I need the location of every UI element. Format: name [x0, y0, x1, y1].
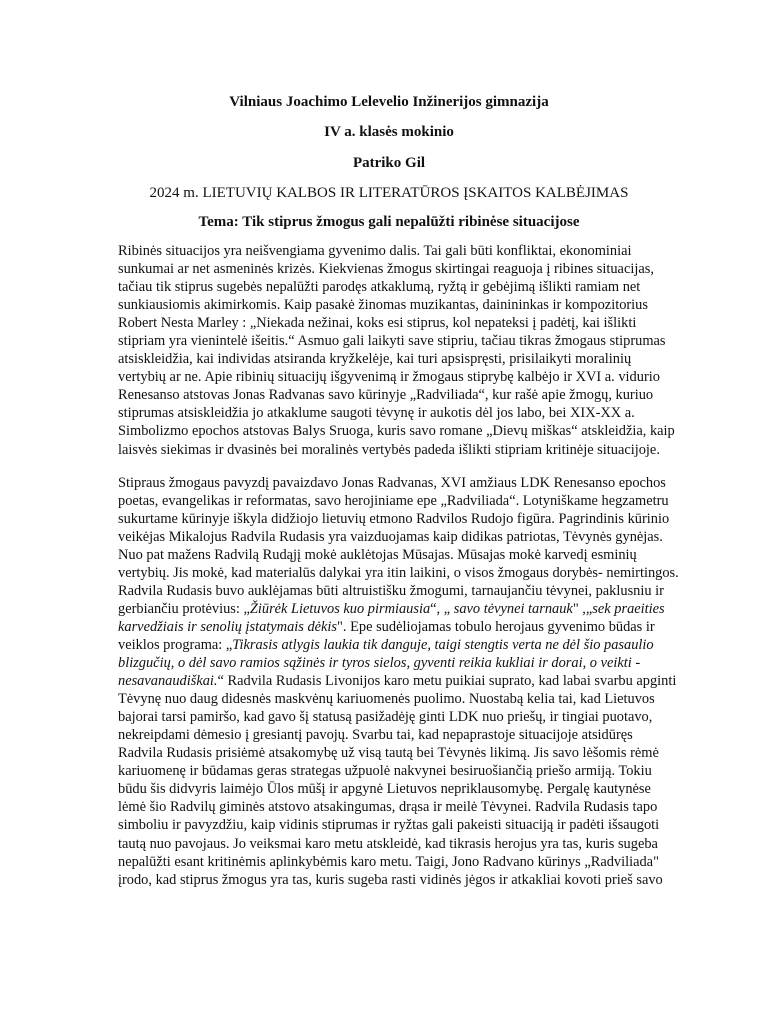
essay-topic: Tema: Tik stiprus žmogus gali nepalūžti ribinėse situacijose: [198, 214, 580, 230]
text-line: vertybių. Jis mokė, kad materialūs dalykai yra itin laikini, o visos žmogaus dorybės- nemirtingos.: [118, 564, 679, 581]
text-line: bajorai tarsi pamiršo, kad gavo šį statusą pasižadėję ginti LDK nuo priešų, ir tingiai puotavo,: [118, 709, 653, 726]
text-segment: “, „: [430, 600, 451, 617]
text-line: Radvila Rudasis prisiėmė atsakomybę už visą tautą bei Tėvynės likimą. Jis savo lėšomis rėmė: [118, 745, 659, 762]
quote-italic: Tikrasis atlygis laukia tik danguje, taigi stengtis verta ne dėl šio pasaulio: [232, 636, 654, 653]
text-segment: ". Epe sudėliojamas tobulo herojaus gyvenimo būdas ir: [337, 618, 655, 635]
text-line: [118, 618, 660, 636]
text-segment: “ Radvila Rudasis Livonijos karo metu puikiai suprato, kad labai svarbu apginti: [217, 673, 677, 690]
quote-italic: savo tėvynei tarnauk: [450, 600, 573, 617]
text-line: sunkumai ar net asmeninės krizės. Kiekvienas žmogus skirtingai reaguoja į ribines situacijas,: [118, 261, 654, 278]
text-line: tautą nuo pavojaus. Jo veiksmai karo metu atskleidė, kad tikrasis herojus yra tas, kuris sugeba: [118, 835, 658, 852]
text-line: Renesanso atstovas Jonas Radvanas savo kūrinyje „Radviliada“, kur rašė apie žmogų, kuriuo: [118, 387, 654, 404]
text-line: [118, 672, 677, 690]
text-line: sunkiausiomis akimirkomis. Kaip pasakė žinomas muzikantas, dainininkas ir kompozitorius: [118, 297, 648, 314]
quote-italic: blizgučių, o dėl savo ramios sąžinės ir tyros sielos, gyventi reikia kukliai ir dorai, o veikti -: [118, 655, 641, 672]
text-line: atsiskleidžia, kai individas atsiranda kryžkelėje, kai turi apsispręsti, prisilaikyti moralinių: [118, 351, 632, 368]
student-name: Patriko Gil: [352, 155, 426, 171]
text-line: [118, 654, 660, 672]
exam-title: 2024 m. LIETUVIŲ KALBOS IR LITERATŪROS ĮSKAITOS KALBĖJIMAS: [149, 185, 629, 201]
text-line: būdu šis didvyris laimėjo Ūlos mūšį ir apgynė Lietuvos nepriklausomybę. Pergalę kautynėse: [118, 781, 651, 798]
paragraph-intro: [118, 242, 675, 459]
text-line: stipriam yra vienintelė išeitis.“ Asmuo gali laikyti save stipriu, tačiau tikras žmogaus stiprumas: [118, 333, 666, 350]
text-line: simboliu ir pavyzdžiu, kaip vidinis stiprumas ir ryžtas gali pakeisti situaciją ir padėti išsaugoti: [118, 817, 660, 834]
text-line: Radvila Rudasis buvo auklėjamas būti altruistišku žmogumi, tarnaujančiu tėvynei, paklusniu ir: [118, 582, 664, 599]
paragraph-radviliada: [118, 474, 679, 889]
quote-italic: sek praeities: [592, 600, 665, 617]
text-segment: veiklos programa: „: [118, 636, 233, 653]
text-line: [118, 600, 665, 618]
quote-italic: nesavanaudiškai.: [118, 673, 218, 690]
student-class: IV a. klasės mokinio: [324, 124, 454, 140]
text-line: veikėjas Mikalojus Radvila Rudasis yra vaizduojamas kaip didikas patriotas, Tėvynės gynėjas.: [118, 528, 663, 545]
text-line: [118, 636, 660, 654]
quote-italic: Žiūrėk Lietuvos kuo pirmiausia: [249, 600, 431, 617]
text-line: stiprumas atsiskleidžia jo atkaklume saugoti tėvynę ir aukotis dėl jos labo, bei XIX-XX a.: [118, 405, 635, 422]
text-line: Simbolizmo epochos atstovas Balys Sruoga, kuris savo romane „Dievų miškas“ atskleidžia, kaip: [118, 423, 675, 440]
text-line: tačiau tik stiprus sugebės nepalūžti parodęs atkaklumą, ryžtą ir gebėjimą išlikti ramiam net: [118, 279, 641, 296]
text-line: sukurtame kūrinyje iškyla didžiojo lietuvių etmono Radvilos Rudojo figūra. Pagrindinis kūrinio: [118, 510, 670, 527]
text-line: Nuo pat mažens Radvilą Rudąjį mokė auklėtojas Mūsajas. Mūsajas mokė karvedį esminių: [118, 546, 637, 563]
text-line: nekreipdami dėmesio į gresiantį pavojų. Svarbu tai, kad nepaprastoje situacijoje atsidūręs: [118, 727, 633, 744]
school-name: Vilniaus Joachimo Lelevelio Inžinerijos gimnazija: [229, 94, 549, 110]
text-line: Stipraus žmogaus pavyzdį pavaizdavo Jonas Radvanas, XVI amžiaus LDK Renesanso epochos: [118, 474, 666, 491]
text-segment: gerbiančiu protėvius: „: [118, 600, 250, 617]
text-line: Ribinės situacijos yra neišvengiama gyvenimo dalis. Tai gali būti konfliktai, ekonominiai: [118, 243, 632, 259]
text-line: poetas, evangelikas ir reformatas, savo herojiniame epe „Radviliada“. Lotyniškame hegzametru: [118, 492, 669, 509]
text-segment: " ,„: [572, 600, 593, 617]
text-line: laisvės siekimas ir dvasinės bei moralinės vertybės padeda išlikti stipriam kritinėje situacijoje.: [118, 441, 660, 458]
text-line: Robert Nesta Marley : „Niekada nežinai, koks esi stiprus, kol nepateksi į padėtį, kai išlikti: [118, 315, 637, 332]
text-line: įrodo, kad stiprus žmogus yra tas, kuris sugeba rasti vidinės jėgos ir atkakliai kovoti prieš savo: [118, 871, 663, 888]
text-line: nepalūžti esant kritinėmis aplinkybėmis karo metu. Taigi, Jono Radvano kūrinys „Radviliada": [118, 853, 659, 870]
text-line: lėmė šio Radvilų giminės atstovo atsakingumas, drąsa ir meilė Tėvynei. Radvila Rudasis tapo: [118, 799, 658, 816]
text-line: Tėvynę nuo daug didesnės maskvėnų kariuomenės puolimo. Nuostabą kelia tai, kad Lietuvos: [118, 691, 655, 708]
text-line: kariuomenę ir būdamas geras strategas užpuolė nakvynei besiruošiančią priešo armiją. Tokiu: [118, 763, 652, 780]
text-line: vertybių ar ne. Apie ribinių situacijų išgyvenimą ir žmogaus stiprybę kalbėjo ir XVI a. vidurio: [118, 369, 660, 386]
document-page: [118, 93, 679, 889]
quote-italic: karvedžiais ir senolių įstatymais dėkis: [118, 618, 338, 635]
